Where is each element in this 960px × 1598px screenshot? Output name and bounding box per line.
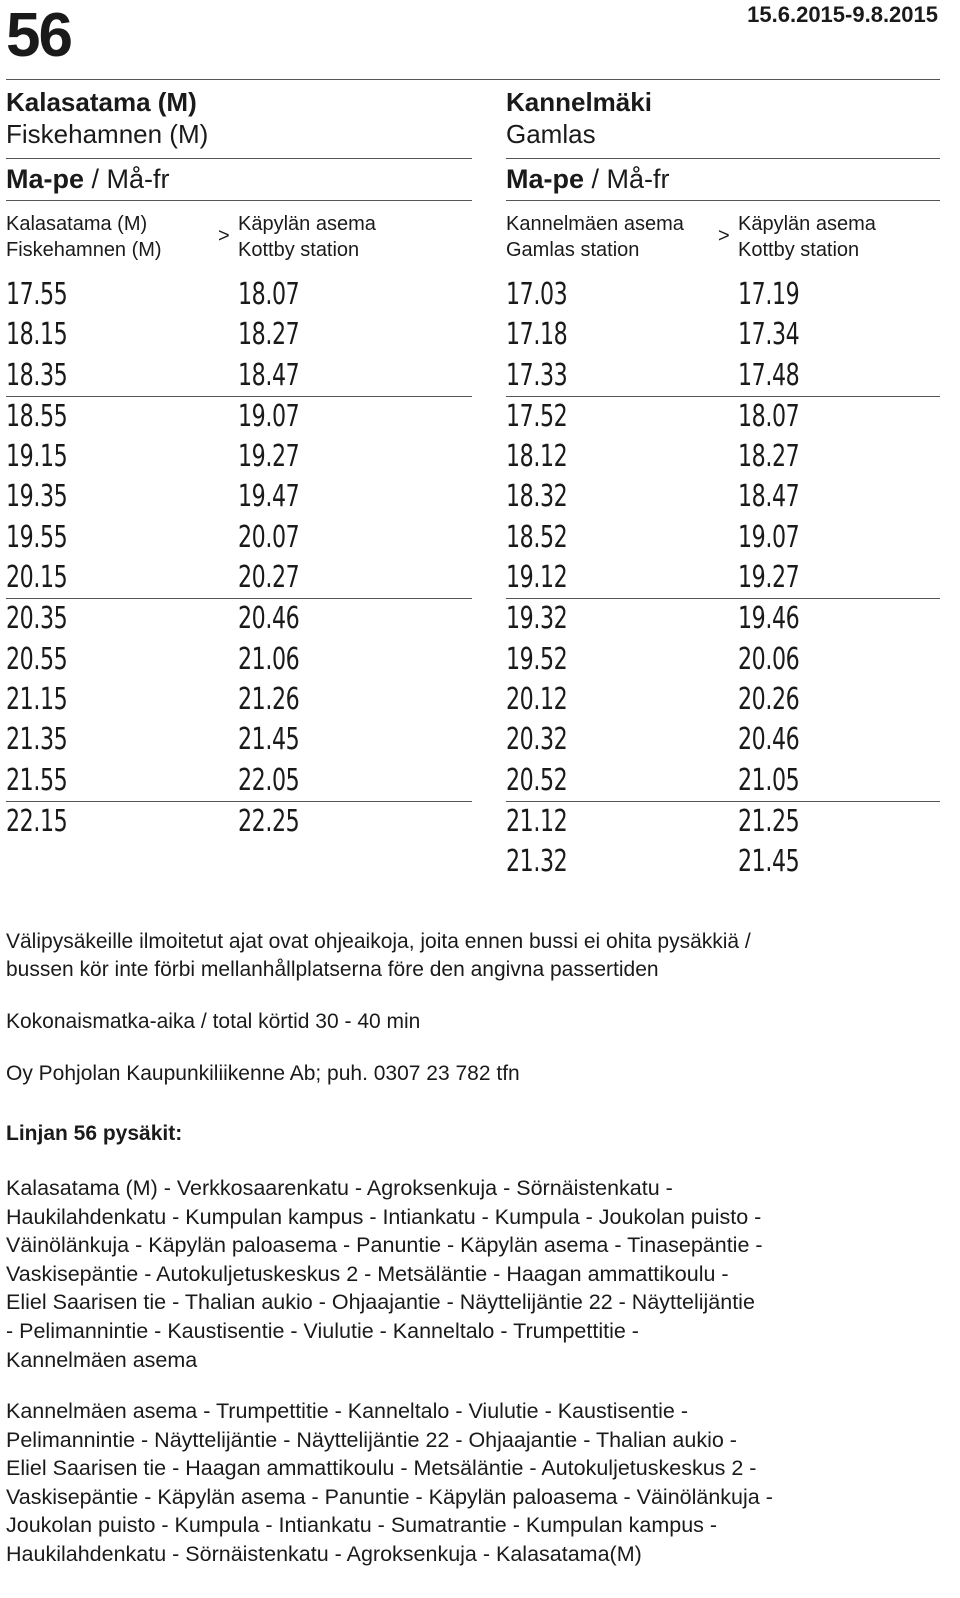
- departure-times: [6, 275, 472, 842]
- departure-times: [506, 275, 940, 882]
- time-row: [6, 720, 472, 760]
- destination-fi: Kalasatama (M): [6, 87, 197, 117]
- stops-line: Kannelmäen asema - Trumpettitie - Kanneltalo - Viulutie - Kaustisentie -: [6, 1399, 688, 1423]
- timetable-column-left: [6, 80, 472, 842]
- stops-list-outbound: [6, 1174, 946, 1374]
- arrival-time: 20.07: [238, 519, 300, 555]
- stops-line: Vaskisepäntie - Autokuljetuskeskus 2 - Metsäläntie - Haagan ammattikoulu -: [6, 1261, 729, 1286]
- time-row: [506, 720, 940, 760]
- route-number: 56: [6, 1, 71, 70]
- arrival-time: 19.27: [738, 560, 800, 596]
- stops-line: Vaskisepäntie - Käpylän asema - Panuntie - Käpylän paloasema - Väinölänkuja -: [6, 1484, 773, 1509]
- departure-time: 20.35: [6, 601, 68, 637]
- stops-line: Pelimannintie - Näyttelijäntie - Näyttelijäntie 22 - Ohjaajantie - Thalian aukio -: [6, 1427, 737, 1452]
- departure-time: 20.55: [6, 641, 68, 677]
- departure-time: 19.32: [506, 601, 568, 637]
- arrival-time: 17.34: [738, 317, 800, 353]
- stops-title: Linjan 56 pysäkit:: [6, 1122, 183, 1145]
- destination-sv: Fiskehamnen (M): [6, 119, 209, 149]
- arrival-time: 22.05: [238, 762, 300, 798]
- time-row: [6, 640, 472, 680]
- service-days: Ma-pe / Må-fr: [506, 164, 670, 194]
- stops-line: Eliel Saarisen tie - Thalian aukio - Ohjaajantie - Näyttelijäntie 22 - Näyttelijäntie: [6, 1290, 755, 1315]
- origin-stop: Kalasatama (M) Fiskehamnen (M): [6, 213, 162, 261]
- time-row: [6, 802, 472, 842]
- arrival-time: 22.25: [238, 803, 300, 839]
- departure-time: 21.15: [6, 681, 68, 717]
- timing-note: Välipysäkeille ilmoitetut ajat ovat ohjeaikoja, joita ennen bussi ei ohita pysäkkiä / bussen kör inte förbi mellanhållplatserna före den angivna passertiden: [6, 930, 751, 981]
- arrival-time: 19.47: [238, 479, 300, 515]
- destination-sv: Gamlas: [506, 119, 596, 149]
- arrival-time: 19.07: [238, 398, 300, 434]
- time-row: [506, 518, 940, 558]
- time-row: [506, 356, 940, 397]
- service-days: Ma-pe / Må-fr: [6, 164, 170, 194]
- stops-line: Joukolan puisto - Kumpula - Intiankatu - Sumatrantie - Kumpulan kampus -: [6, 1513, 718, 1538]
- arrival-time: 19.46: [738, 601, 800, 637]
- departure-time: 19.15: [6, 439, 68, 475]
- arrow-icon: >: [218, 225, 230, 247]
- arrival-time: 21.45: [738, 844, 800, 880]
- departure-time: 20.12: [506, 681, 568, 717]
- departure-time: 19.12: [506, 560, 568, 596]
- departure-time: 18.15: [6, 317, 68, 353]
- stops-line: Kalasatama (M) - Verkkosaarenkatu - Agroksenkuja - Sörnäistenkatu -: [6, 1176, 673, 1200]
- arrival-time: 18.07: [738, 398, 800, 434]
- arrival-time: 20.06: [738, 641, 800, 677]
- arrival-time: 17.48: [738, 357, 800, 393]
- operator-info: Oy Pohjolan Kaupunkiliikenne Ab; puh. 0307 23 782 tfn: [6, 1062, 520, 1085]
- departure-time: 21.12: [506, 803, 568, 839]
- departure-time: 21.35: [6, 722, 68, 758]
- arrival-time: 18.07: [238, 277, 300, 312]
- stops-line: Haukilahdenkatu - Sörnäistenkatu - Agroksenkuja - Kalasatama(M): [6, 1541, 642, 1566]
- time-row: [506, 558, 940, 599]
- stop-header: [506, 211, 940, 275]
- total-travel-time: Kokonaismatka-aika / total körtid 30 - 40 min: [6, 1010, 421, 1033]
- departure-time: 18.35: [6, 357, 68, 393]
- time-row: [6, 437, 472, 477]
- departure-time: 17.33: [506, 357, 568, 393]
- arrival-time: 21.05: [738, 762, 800, 798]
- arrival-time: 19.27: [238, 439, 300, 475]
- time-row: [506, 437, 940, 477]
- departure-time: 19.35: [6, 479, 68, 515]
- departure-time: 18.32: [506, 479, 568, 515]
- time-row: [6, 477, 472, 517]
- arrival-time: 19.07: [738, 519, 800, 555]
- arrival-time: 20.46: [738, 722, 800, 758]
- destination-fi: Kannelmäki: [506, 87, 652, 117]
- departure-time: 17.52: [506, 398, 568, 434]
- divider: [6, 200, 472, 201]
- time-row: [506, 477, 940, 517]
- departure-time: 19.55: [6, 519, 68, 555]
- time-row: [506, 680, 940, 720]
- arrival-time: 18.27: [238, 317, 300, 353]
- departure-time: 17.55: [6, 277, 68, 312]
- arrival-time: 18.27: [738, 439, 800, 475]
- arrival-time: 21.26: [238, 681, 300, 717]
- time-row: [506, 761, 940, 802]
- departure-time: 17.18: [506, 317, 568, 353]
- arrow-icon: >: [718, 225, 730, 247]
- time-row: [6, 315, 472, 355]
- arrival-time: 17.19: [738, 277, 800, 312]
- arrival-time: 21.06: [238, 641, 300, 677]
- time-row: [506, 599, 940, 639]
- departure-time: 20.52: [506, 762, 568, 798]
- arrival-time: 21.25: [738, 803, 800, 839]
- time-row: [506, 640, 940, 680]
- stops-line: Kannelmäen asema: [6, 1347, 198, 1372]
- departure-time: 21.55: [6, 762, 68, 798]
- time-row: [6, 558, 472, 599]
- arrival-time: 20.26: [738, 681, 800, 717]
- departure-time: 22.15: [6, 803, 68, 839]
- departure-time: 20.32: [506, 722, 568, 758]
- destination-stop: Käpylän asema Kottby station: [738, 213, 876, 261]
- departure-time: 21.32: [506, 844, 568, 880]
- divider: [506, 158, 940, 159]
- arrival-time: 21.45: [238, 722, 300, 758]
- time-row: [6, 275, 472, 315]
- time-row: [506, 275, 940, 315]
- time-row: [6, 680, 472, 720]
- departure-time: 19.52: [506, 641, 568, 677]
- departure-time: 17.03: [506, 277, 568, 312]
- time-row: [6, 761, 472, 802]
- departure-time: 18.12: [506, 439, 568, 475]
- stops-line: Väinölänkuja - Käpylän paloasema - Panuntie - Käpylän asema - Tinasepäntie -: [6, 1233, 763, 1258]
- time-row: [6, 397, 472, 437]
- time-row: [6, 518, 472, 558]
- destination-stop: Käpylän asema Kottby station: [238, 213, 376, 261]
- stop-header: [6, 211, 472, 275]
- departure-time: 18.52: [506, 519, 568, 555]
- time-row: [506, 802, 940, 842]
- arrival-time: 18.47: [738, 479, 800, 515]
- divider: [506, 200, 940, 201]
- time-row: [6, 356, 472, 397]
- validity-period: 15.6.2015-9.8.2015: [747, 2, 938, 27]
- origin-stop: Kannelmäen asema Gamlas station: [506, 213, 684, 261]
- arrival-time: 18.47: [238, 357, 300, 393]
- timetable-column-right: [506, 80, 940, 882]
- divider: [6, 158, 472, 159]
- stops-line: Eliel Saarisen tie - Haagan ammattikoulu - Metsäläntie - Autokuljetuskeskus 2 -: [6, 1456, 757, 1481]
- arrival-time: 20.27: [238, 560, 300, 596]
- departure-time: 18.55: [6, 398, 68, 434]
- time-row: [506, 315, 940, 355]
- stops-line: - Pelimannintie - Kaustisentie - Viulutie - Kanneltalo - Trumpettitie -: [6, 1318, 639, 1343]
- stops-list-inbound: [6, 1397, 946, 1569]
- arrival-time: 20.46: [238, 601, 300, 637]
- time-row: [506, 397, 940, 437]
- stops-line: Haukilahdenkatu - Kumpulan kampus - Intiankatu - Kumpula - Joukolan puisto -: [6, 1204, 762, 1229]
- time-row: [506, 842, 940, 882]
- departure-time: 20.15: [6, 560, 68, 596]
- time-row: [6, 599, 472, 639]
